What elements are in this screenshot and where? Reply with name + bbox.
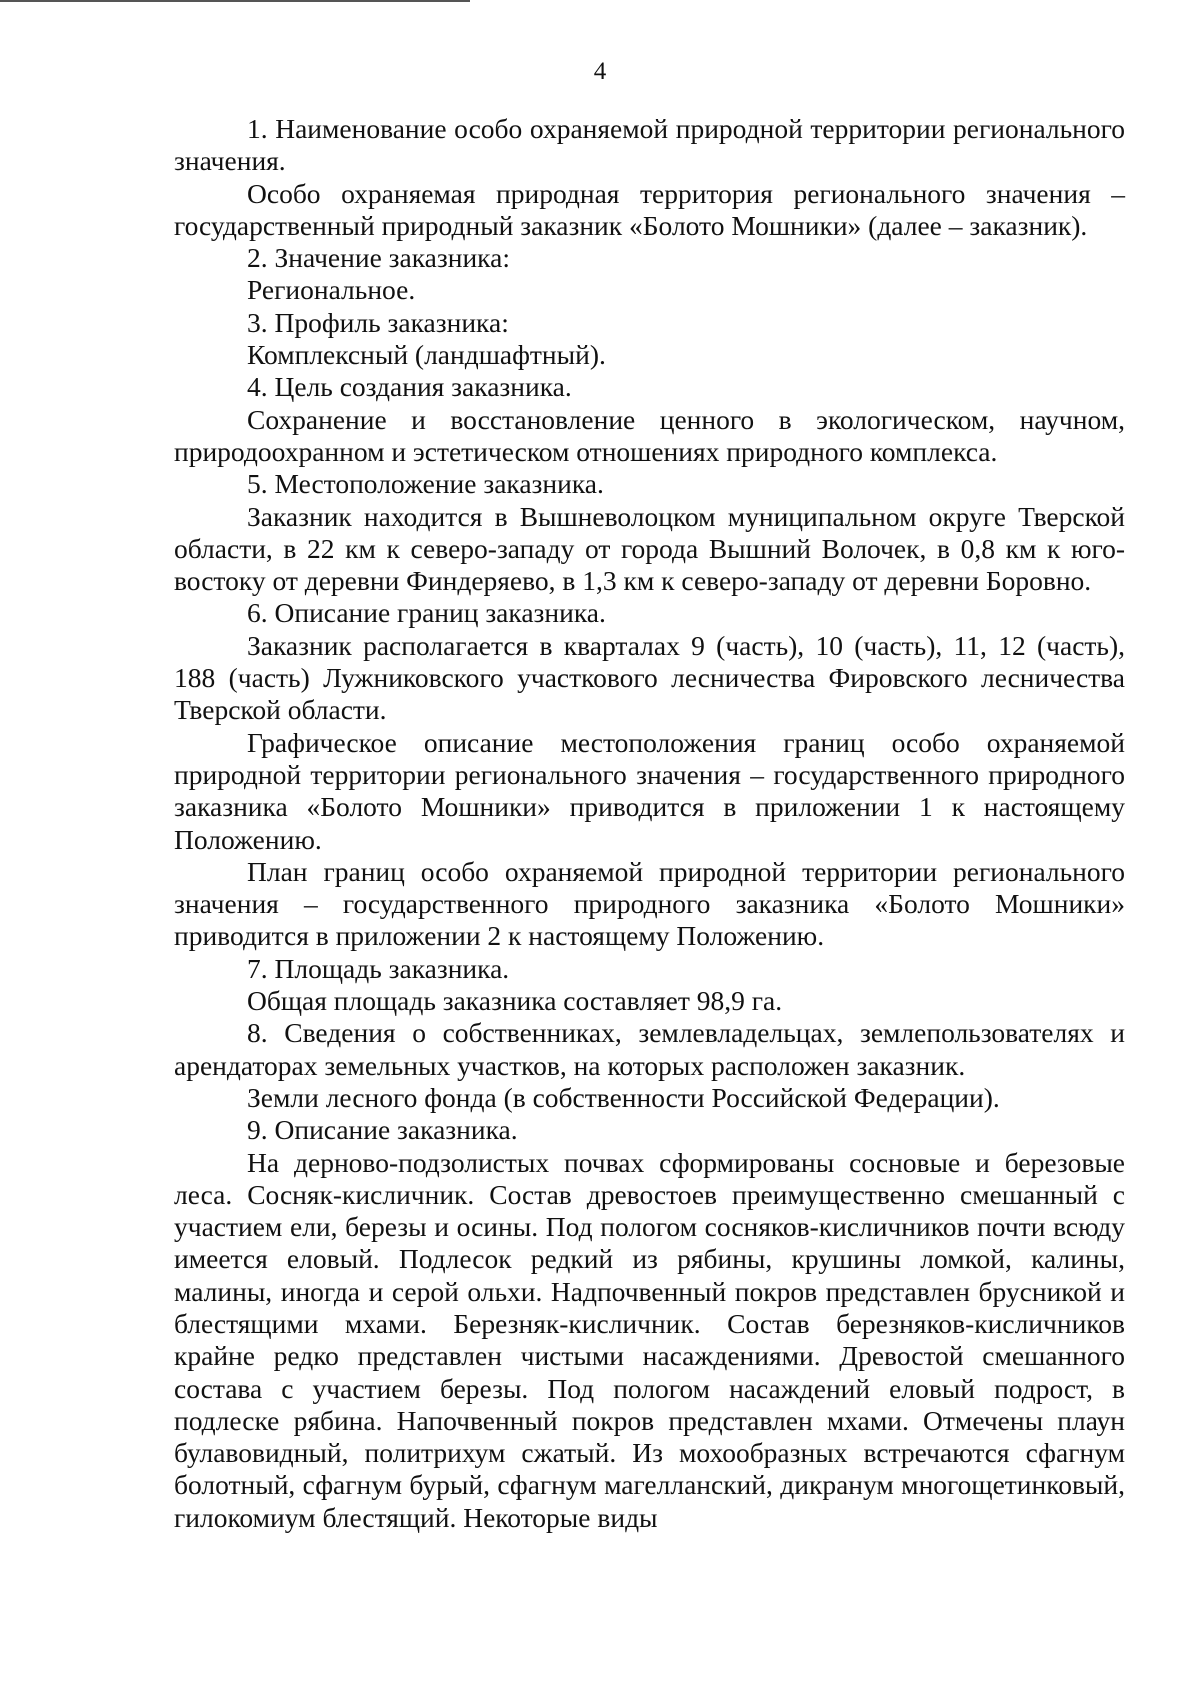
section-6-boundary-plan: План границ особо охраняемой природной территории регионального значения – государственного природного заказника «Болото Мошники» приводится в приложении 2 к настоящему Положению. [174, 855, 1125, 952]
section-9-heading: 9. Описание заказника. [247, 1114, 518, 1146]
section-4-heading: 4. Цель создания заказника. [247, 371, 572, 403]
section-5-text: Заказник находится в Вышневолоцком муниципальном округе Тверской области, в 22 км к северо-западу от города Вышний Волочек, в 0,8 км к юго-востоку от деревни Финдеряево, в 1,3 км к северо-западу от деревни Боровно. [174, 500, 1125, 597]
document-body [174, 113, 1125, 1534]
section-7-text: Общая площадь заказника составляет 98,9 га. [247, 985, 783, 1017]
section-1-heading: 1. Наименование особо охраняемой природной территории регионального значения. [174, 113, 1125, 177]
page-number: 4 [593, 58, 607, 85]
section-6-graphic-description: Графическое описание местоположения границ особо охраняемой природной территории регионального значения – государственного природного заказника «Болото Мошники» приводится в приложении 1 к настоящему Положению. [174, 726, 1125, 855]
section-1-text: Особо охраняемая природная территория регионального значения – государственный природный заказник «Болото Мошники» (далее – заказник). [174, 177, 1125, 241]
section-6-heading: 6. Описание границ заказника. [247, 597, 606, 629]
section-9-text: На дерново-подзолистых почвах сформированы сосновые и березовые леса. Сосняк-кисличник. Состав древостоев преимущественно смешанный с участием ели, березы и осины. Под пологом сосняков-кисличников почти всюду имеется еловый. Подлесок редкий из рябины, крушины ломкой, калины, малины, иногда и серой ольхи. Надпочвенный покров представлен брусникой и блестящими мхами. Березняк-кисличник. Состав березняков-кисличников крайне редко представлен чистыми насаждениями. Древостой смешанного состава с участием березы. Под пологом насаждений еловый подрост, в подлеске рябина. Напочвенный покров представлен мхами. Отмечены плаун булавовидный, политрихум сжатый. Из мохообразных встречаются сфагнум болотный, сфагнум бурый, сфагнум магелланский, дикранум многощетинковый, гилокомиум блестящий. Некоторые виды [174, 1146, 1125, 1533]
section-2-text: Региональное. [247, 274, 416, 306]
section-2-heading: 2. Значение заказника: [247, 242, 510, 274]
section-3-text: Комплексный (ландшафтный). [247, 339, 606, 371]
section-8-heading: 8. Сведения о собственниках, землевладельцах, землепользователях и арендаторах земельных участков, на которых расположен заказник. [174, 1017, 1125, 1081]
section-4-text: Сохранение и восстановление ценного в экологическом, научном, природоохранном и эстетическом отношениях природного комплекса. [174, 403, 1125, 467]
section-7-heading: 7. Площадь заказника. [247, 952, 510, 984]
section-6-text: Заказник располагается в кварталах 9 (часть), 10 (часть), 11, 12 (часть), 188 (часть) Лужниковского участкового лесничества Фировского лесничества Тверской области. [174, 629, 1125, 726]
section-3-heading: 3. Профиль заказника: [247, 306, 509, 338]
section-5-heading: 5. Местоположение заказника. [247, 468, 604, 500]
section-8-text: Земли лесного фонда (в собственности Российской Федерации). [247, 1081, 1000, 1113]
scan-edge-rule [0, 0, 470, 2]
